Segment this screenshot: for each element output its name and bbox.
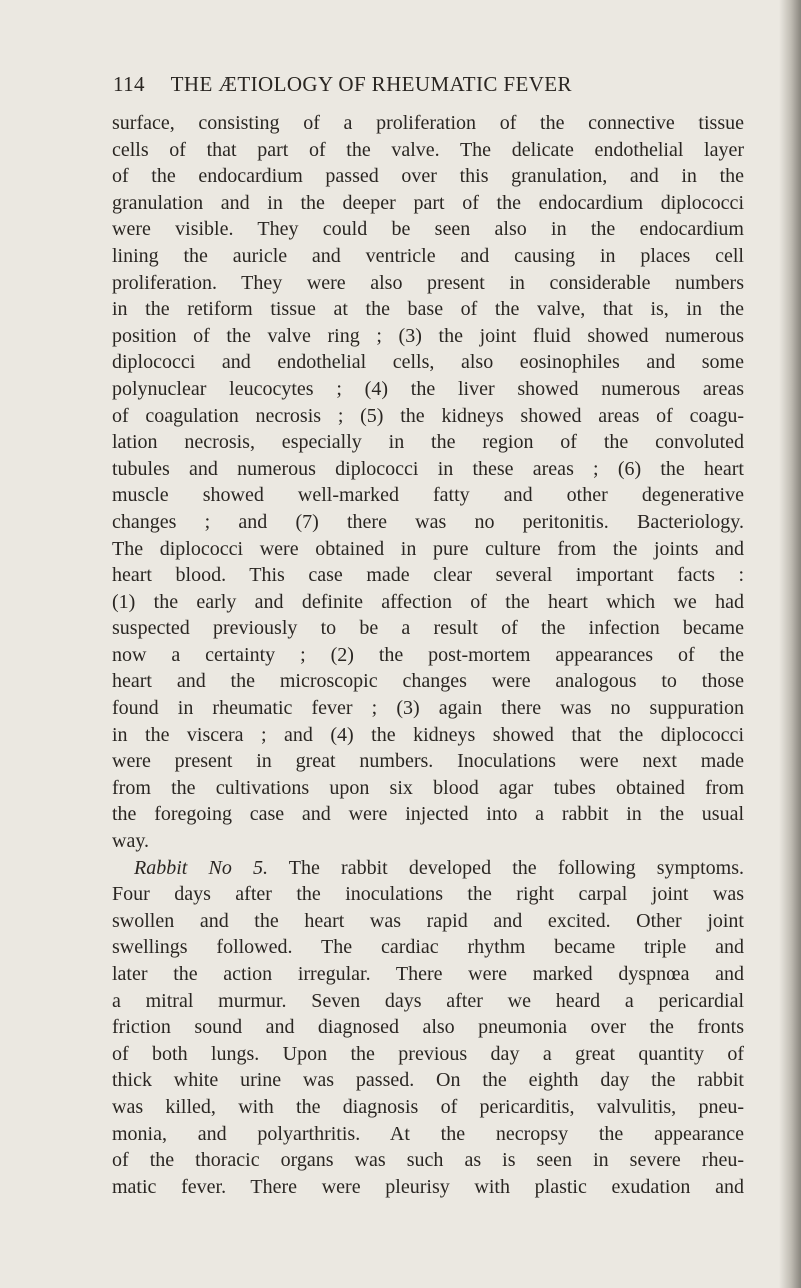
text-line: position of the valve ring ; (3) the joint fluid showed numerous xyxy=(112,324,744,347)
text-line: cells of that part of the valve. The delicate endothelial layer xyxy=(112,138,744,161)
text-line: granulation and in the deeper part of the endocardium diplococci xyxy=(112,191,744,214)
text-line: the foregoing case and were injected into a rabbit in the usual xyxy=(112,803,744,826)
text-line: heart and the microscopic changes were analogous to those xyxy=(112,670,744,693)
text-line: suspected previously to be a result of the infection became xyxy=(112,617,744,640)
paragraph-end-line: way. xyxy=(112,830,150,853)
text-line: in the viscera ; and (4) the kidneys showed that the diplococci xyxy=(112,723,744,746)
text-line: matic fever. There were pleurisy with plastic exudation and xyxy=(112,1175,744,1198)
running-head xyxy=(113,72,713,106)
body-text xyxy=(112,110,744,1200)
text-line: thick white urine was passed. On the eighth day the rabbit xyxy=(112,1069,744,1092)
text-line: of the endocardium passed over this granulation, and in the xyxy=(112,165,744,188)
text-line: a mitral murmur. Seven days after we heard a pericardial xyxy=(112,989,744,1012)
text-line: found in rheumatic fever ; (3) again there was no suppuration xyxy=(112,697,744,720)
text-line: of the thoracic organs was such as is seen in severe rheu- xyxy=(112,1149,744,1172)
text-line: tubules and numerous diplococci in these areas ; (6) the heart xyxy=(112,457,744,480)
text-line: now a certainty ; (2) the post-mortem appearances of the xyxy=(112,643,744,666)
text-line: later the action irregular. There were marked dyspnœa and xyxy=(112,963,744,985)
text-line: polynuclear leucocytes ; (4) the liver showed numerous areas xyxy=(112,377,744,400)
text-line: swellings followed. The cardiac rhythm became triple and xyxy=(112,936,744,959)
text-line: of both lungs. Upon the previous day a great quantity of xyxy=(112,1042,744,1065)
text-line: Four days after the inoculations the right carpal joint was xyxy=(112,883,744,906)
text-line: friction sound and diagnosed also pneumonia over the fronts xyxy=(112,1016,744,1039)
text-line: were present in great numbers. Inoculations were next made xyxy=(112,750,744,773)
text-line: swollen and the heart was rapid and excited. Other joint xyxy=(112,909,744,932)
text-line: lation necrosis, especially in the region of the convoluted xyxy=(112,431,744,454)
text-line: The diplococci were obtained in pure culture from the joints and xyxy=(112,537,744,560)
page-edge-shadow xyxy=(779,0,801,1288)
text-line: surface, consisting of a proliferation of the connective tissue xyxy=(112,112,744,134)
text-line: from the cultivations upon six blood agar tubes obtained from xyxy=(112,776,744,799)
page-number: 114 xyxy=(113,72,145,96)
text-line: of coagulation necrosis ; (5) the kidneys showed areas of coagu- xyxy=(112,404,744,427)
text-line: were visible. They could be seen also in the endocardium xyxy=(112,218,744,241)
text-line: (1) the early and definite affection of the heart which we had xyxy=(112,590,744,613)
text-line: muscle showed well-marked fatty and other degenerative xyxy=(112,484,744,507)
rabbit-no-5-heading-line: Rabbit No 5. The rabbit developed the following symptoms. xyxy=(134,856,744,879)
text-line: lining the auricle and ventricle and causing in places cell xyxy=(112,244,744,267)
text-line: in the retiform tissue at the base of the valve, that is, in the xyxy=(112,298,744,321)
text-line: monia, and polyarthritis. At the necropsy the appearance xyxy=(112,1122,744,1145)
text-line: diplococci and endothelial cells, also eosinophiles and some xyxy=(112,351,744,374)
text-line: changes ; and (7) there was no peritonitis. Bacteriology. xyxy=(112,510,744,533)
text-line: was killed, with the diagnosis of pericarditis, valvulitis, pneu- xyxy=(112,1095,744,1118)
running-title: THE ÆTIOLOGY OF RHEUMATIC FEVER xyxy=(170,72,572,96)
text-line: heart blood. This case made clear several important facts : xyxy=(112,564,744,587)
text-line: proliferation. They were also present in considerable numbers xyxy=(112,271,744,294)
rabbit-no-5-label: Rabbit No 5. xyxy=(134,856,268,879)
